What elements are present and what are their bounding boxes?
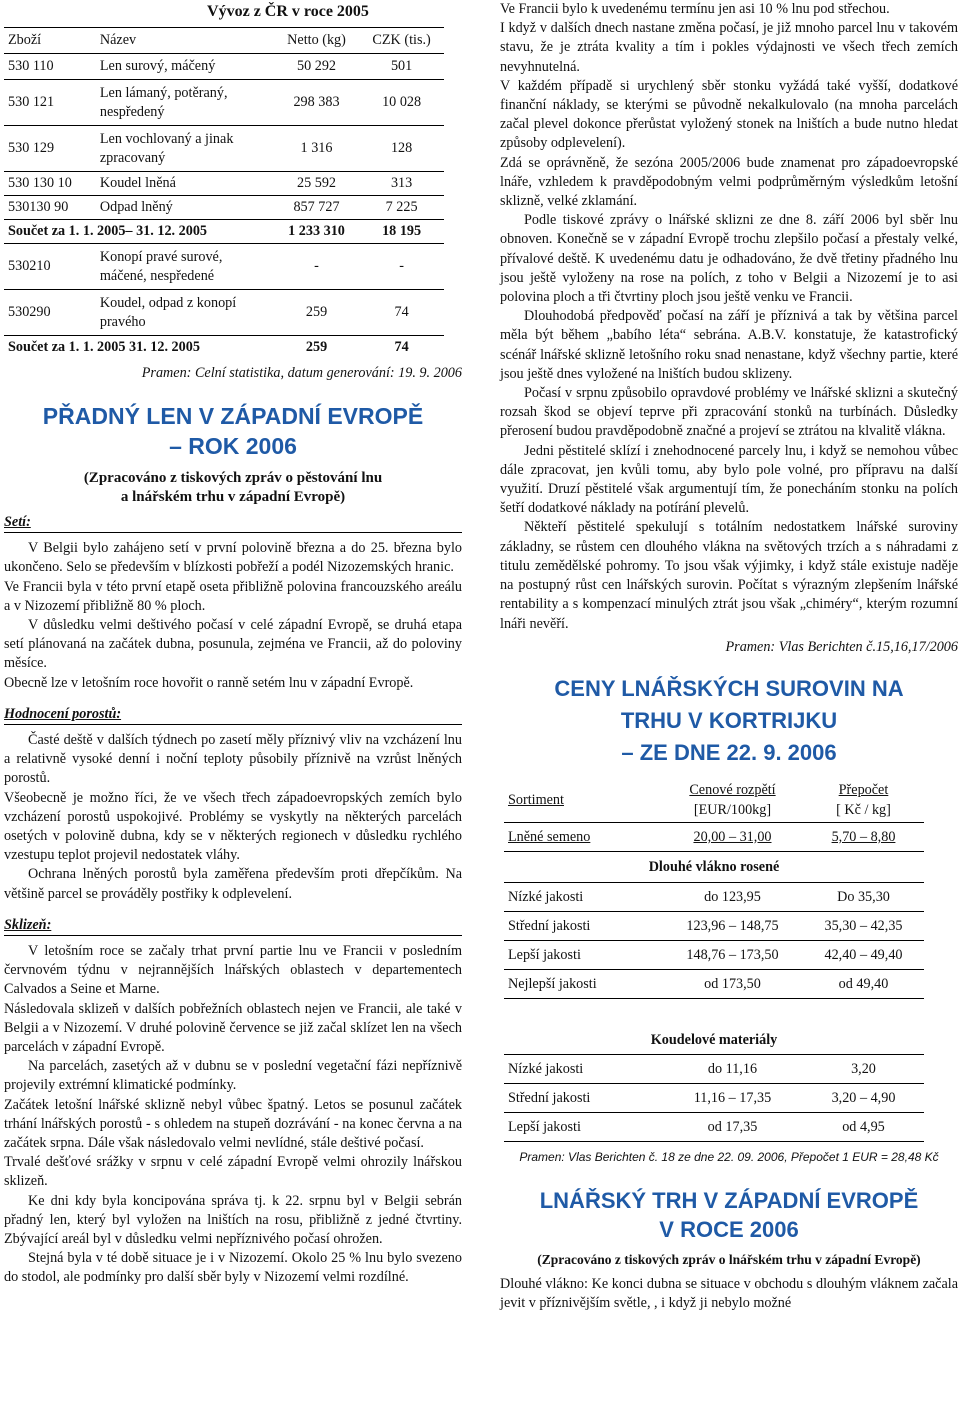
article-title-line: PŘADNÝ LEN V ZÁPADNÍ EVROPĚ bbox=[42, 402, 424, 429]
cell-name: Lněné semeno bbox=[504, 823, 662, 852]
cell-code: 530 129 bbox=[4, 126, 96, 172]
table-row bbox=[504, 883, 924, 912]
sum-label: Součet za 1. 1. 2005– 31. 12. 2005 bbox=[4, 220, 274, 244]
market-title-line: LNÁŘSKÝ TRH V ZÁPADNÍ EVROPĚ bbox=[539, 1187, 919, 1213]
cell-code: 530 130 10 bbox=[4, 172, 96, 196]
cell-netto: - bbox=[274, 244, 359, 290]
article-title bbox=[4, 401, 462, 461]
col-header: Netto (kg) bbox=[274, 28, 359, 54]
cell-netto: 50 292 bbox=[274, 54, 359, 80]
cell-code: 530 121 bbox=[4, 80, 96, 126]
right-source: Pramen: Vlas Berichten č.15,16,17/2006 bbox=[725, 638, 958, 655]
sum-netto: 259 bbox=[305, 339, 328, 356]
paragraph: Začátek letošní lnářské sklizně nebyl vůbec špatný. Letos se posunul začátek trhání lnářských porostů - s ohledem na stupeň dozrávání - na konec června a na začátek srpna. Dále však následovalo velmi nevlídné, stále deštivé počasí. bbox=[4, 1096, 462, 1151]
cell-netto: 1 316 bbox=[274, 126, 359, 172]
paragraph: Počasí v srpnu způsobilo opravdové problémy ve lnářské sklizni a skutečný rozsah škod se objeví teprve při zpracování stonků na turbínách. Důsledky přerosení budou pravděpodobně značné a projeví se ztrátou na klvalitě vlákna. bbox=[500, 385, 958, 440]
cell-conv: od 4,95 bbox=[803, 1113, 924, 1142]
cell-range: 148,76 – 173,50 bbox=[662, 941, 803, 970]
table-row bbox=[504, 941, 924, 970]
export-title: Vývoz z ČR v roce 2005 bbox=[207, 3, 369, 20]
cell-code: 530 110 bbox=[4, 54, 96, 80]
table-row bbox=[504, 1113, 924, 1142]
cell-name: Lepší jakosti bbox=[504, 1113, 662, 1142]
cell-range: od 17,35 bbox=[662, 1113, 803, 1142]
paragraph: Trvalé dešťové srážky v srpnu v celé západní Evropě velmi ohrozily lnářskou sklizeň. bbox=[4, 1154, 462, 1190]
prices-title-line: CENY LNÁŘSKÝCH SUROVIN NA bbox=[554, 675, 904, 701]
group-label: Dlouhé vlákno rosené bbox=[504, 852, 924, 883]
cell-code: 530210 bbox=[4, 244, 96, 290]
cell-name: Len vochlovaný a jinak zpracovaný bbox=[96, 126, 274, 172]
sum-row bbox=[4, 220, 444, 244]
cell-czk: - bbox=[359, 244, 444, 290]
cell-name: Lepší jakosti bbox=[504, 941, 662, 970]
cell-code: 530130 90 bbox=[4, 196, 96, 220]
table-row bbox=[4, 196, 444, 220]
paragraph: Na parcelách, zasetých až v dubnu se v poslední vegetační fázi nepříznivě projevily extrémní klimatické podmínky. bbox=[4, 1058, 462, 1094]
cell-czk: 7 225 bbox=[359, 196, 444, 220]
paragraph: Někteří pěstitelé spekulují s totálním nedostatkem lnářské suroviny základny, se růstem cen dlouhého vlákna na světových trzích a s náhradami z titulu zemědělské pohromy. To jsou však výjimky, i když stále existuje naděje na postupný růst cen lnářských surovin. Počítat s výrazným zlepšením lnářské rentability a s kompenzací minulých ztrát jsou však „chiméry“, kterým rozumní lnáři nevěří. bbox=[500, 519, 958, 632]
col-header-line: [EUR/100kg] bbox=[693, 801, 772, 818]
col-header-line: Cenové rozpětí bbox=[689, 782, 776, 799]
cell-conv: 42,40 – 49,40 bbox=[803, 941, 924, 970]
col-header: Zboží bbox=[4, 28, 96, 54]
article-title-line: – ROK 2006 bbox=[169, 432, 297, 459]
cell-czk: 74 bbox=[359, 290, 444, 336]
cell-conv: Do 35,30 bbox=[803, 883, 924, 912]
sum-label: Součet za 1. 1. 2005 31. 12. 2005 bbox=[8, 339, 200, 356]
cell-conv: od 49,40 bbox=[803, 970, 924, 999]
cell-conv: 5,70 – 8,80 bbox=[803, 823, 924, 852]
cell-name: Střední jakosti bbox=[504, 1084, 662, 1113]
table-row bbox=[4, 290, 444, 336]
prices-title bbox=[500, 673, 958, 769]
cell-conv: 3,20 bbox=[803, 1055, 924, 1084]
cell-range: 20,00 – 31,00 bbox=[662, 823, 803, 852]
cell-name: Koudel lněná bbox=[96, 172, 274, 196]
paragraph: V letošním roce se začaly trhat první partie lnu ve Francii v posledním červnovém týdnu v nejrannějších lnářských oblastech v departementech Calvados a Seine et Marne. bbox=[4, 942, 462, 998]
cell-netto: 259 bbox=[274, 290, 359, 336]
cell-netto: 298 383 bbox=[274, 80, 359, 126]
article-subtitle-line: (Zpracováno z tiskových zpráv o pěstování lnu bbox=[83, 469, 383, 486]
section-heading-seti: Setí: bbox=[4, 513, 462, 533]
cell-range: od 173,50 bbox=[662, 970, 803, 999]
paragraph: Jedni pěstitelé sklízí i znehodnocené parcely lnu, i když se nemohou vůbec dále zpracovat, jen kvůli tomu, aby bylo pole volné, pro přípravu na další využití. Druzí pěstitelé však argumentují tím, že ponecháním stonku na polích šetří dodatkové náklady na potírání plevelů. bbox=[500, 442, 958, 517]
sum-czk: 74 bbox=[394, 339, 409, 356]
paragraph: Ochrana lněných porostů byla zaměřena především proti dřepčíkům. Na většině parcel se prováděly postřiky k odplevelení. bbox=[4, 866, 462, 902]
paragraph: Zdá se oprávněně, že sezóna 2005/2006 bude znamenat pro západoevropské lnáře, vzhledem k pravděpodobným velmi podprůměrným výsledkům letošní sklizně, velké zklamání. bbox=[500, 154, 958, 210]
sum-netto: 1 233 310 bbox=[274, 220, 359, 244]
market-title bbox=[500, 1186, 958, 1244]
paragraph: Podle tiskové zprávy o lnářské sklizni ze dne 8. září 2006 byl sběr lnu obnoven. Konečně se v západní Evropě trochu zlepšilo počasí a přestaly velké, přívalové deště. K uvedenému datu je odhadováno, že dvě třetiny přadného lnu jsou ještě vyloženy na rose na polích, z toho v Belgii a Nizozemí je to asi polovina ploch a tři čtvrtiny ploch jsou ještě venku ve Francii. bbox=[500, 212, 958, 306]
market-subtitle: (Zpracováno z tiskových zpráv o lnářském trhu v západní Evropě) bbox=[537, 1251, 921, 1267]
cell-name: Nízké jakosti bbox=[504, 1055, 662, 1084]
right-column bbox=[500, 0, 958, 1313]
prices-title-line: – ZE DNE 22. 9. 2006 bbox=[621, 739, 837, 765]
cell-czk: 501 bbox=[359, 54, 444, 80]
left-column bbox=[4, 0, 462, 1288]
col-header: CZK (tis.) bbox=[359, 28, 444, 54]
export-source: Pramen: Celní statistika, datum generování: 19. 9. 2006 bbox=[141, 364, 462, 381]
col-header: Sortiment bbox=[504, 779, 662, 823]
paragraph: Následovala sklizeň v dalších pobřežních oblastech nejen ve Francii, ale také v Belgii a v Nizozemí. V druhé polovině července se již začal sklízet len na všech parcelách v západní Evropě. bbox=[4, 1000, 462, 1055]
market-title-line: V ROCE 2006 bbox=[659, 1216, 799, 1242]
cell-name: Nejlepší jakosti bbox=[504, 970, 662, 999]
paragraph: Dlouhodobá předpověď počasí na září je příznivá a tak by většina parcel měla být během „babího léta“ sebrána. A.B.V. konstatuje, že katastrofický scénář lnářské sklizně letošního roku snad nenastane, když všechny partie, které jsou ještě dnes vyložené na lništích budou sklizeny. bbox=[500, 308, 958, 382]
col-header bbox=[662, 779, 803, 823]
table-row bbox=[504, 1084, 924, 1113]
prices-header-row bbox=[504, 779, 924, 823]
cell-range: 123,96 – 148,75 bbox=[662, 912, 803, 941]
paragraph: Dlouhé vlákno: Ke konci dubna se situace v obchodu s dlouhým vláknem začala jevit v příznivějším světle, , i když ji nebylo možné bbox=[500, 1275, 958, 1311]
paragraph: Obecně lze v letošním roce hovořit o ranně setém lnu v západní Evropě. bbox=[4, 674, 414, 691]
sum-czk: 18 195 bbox=[359, 220, 444, 244]
cell-range: do 11,16 bbox=[662, 1055, 803, 1084]
cell-czk: 128 bbox=[359, 126, 444, 172]
export-table bbox=[4, 27, 444, 360]
table-row bbox=[504, 823, 924, 852]
col-header: Název bbox=[96, 28, 274, 54]
cell-name: Odpad lněný bbox=[96, 196, 274, 220]
paragraph: I když v dalších dnech nastane změna počasí, je již mnoho parcel lnu v takovém stavu, že je ztráta kvality a tím i pokles výdajnosti ve všech třech zemích nevyhnutelná. bbox=[500, 20, 958, 75]
paragraph: Všeobecně je možno říci, že ve všech třech západoevropských zemích bylo vzcházení porostů uspokojivé. Problémy se vyskytly na některých parcelách osetých v polovině dubna, kdy se v některých regionech v důsledku rychlého vzestupu teplot projevil nedostatek vláhy. bbox=[4, 789, 462, 864]
paragraph: Stejná byla v té době situace je i v Nizozemí. Okolo 25 % lnu bylo svezeno do stodol, ale podmínky pro další sběr byly v Nizozemí velmi rozdílné. bbox=[4, 1250, 462, 1286]
table-row bbox=[4, 172, 444, 196]
group-label: Koudelové materiály bbox=[504, 999, 924, 1055]
cell-name: Konopí pravé surové, máčené, nespředené bbox=[96, 244, 274, 290]
table-row bbox=[504, 970, 924, 999]
table-row bbox=[4, 54, 444, 80]
group-row bbox=[504, 852, 924, 883]
section-heading-sklizen: Sklizeň: bbox=[4, 916, 462, 936]
section-heading-hodnoceni: Hodnocení porostů: bbox=[4, 705, 462, 725]
table-row bbox=[4, 80, 444, 126]
prices-table bbox=[504, 779, 924, 1143]
paragraph: Ke dni kdy byla koncipována správa tj. k 22. srpnu byl v Belgii sebrán přadný len, který byl vyložen na lništích na rosu, přibližně z jedné čtvrtiny. Zbývající areál byl v důsledku velmi nepříznivého počasí ohrožen. bbox=[4, 1192, 462, 1248]
table-row bbox=[4, 126, 444, 172]
paragraph: V Belgii bylo zahájeno setí v první polovině března a do 25. března bylo ukončeno. Selo se především v blízkosti pobřeží a podél Nizozemských hranic. bbox=[4, 540, 462, 576]
cell-netto: 857 727 bbox=[274, 196, 359, 220]
sum-row bbox=[4, 336, 444, 360]
paragraph: V každém případě si urychlený sběr stonku vyžádá také vyšší, dodatkové finanční náklady, se kterými se původně nekalkulovalo (na mnoha parcelách začal plevel dokonce přerůstat vyložený stonek na lništích a bude nutno hledat způsoby odplevelení). bbox=[500, 77, 958, 152]
col-header bbox=[803, 779, 924, 823]
paragraph: Ve Francii bylo k uvedenému termínu jen asi 10 % lnu pod střechou. bbox=[500, 1, 890, 17]
cell-range: 11,16 – 17,35 bbox=[662, 1084, 803, 1113]
cell-conv: 35,30 – 42,35 bbox=[803, 912, 924, 941]
col-header-line: [ Kč / kg] bbox=[836, 801, 891, 818]
prices-source: Pramen: Vlas Berichten č. 18 ze dne 22. 09. 2006, Přepočet 1 EUR = 28,48 Kč bbox=[519, 1150, 939, 1165]
cell-netto: 25 592 bbox=[274, 172, 359, 196]
cell-name: Střední jakosti bbox=[504, 912, 662, 941]
cell-name: Len lámaný, potěraný, nespředený bbox=[96, 80, 274, 126]
group-row bbox=[504, 999, 924, 1055]
cell-range: do 123,95 bbox=[662, 883, 803, 912]
cell-name: Koudel, odpad z konopí pravého bbox=[96, 290, 274, 336]
cell-code: 530290 bbox=[4, 290, 96, 336]
cell-conv: 3,20 – 4,90 bbox=[803, 1084, 924, 1113]
col-header-line: Přepočet bbox=[838, 782, 889, 799]
table-row bbox=[4, 244, 444, 290]
paragraph: Časté deště v dalších týdnech po zasetí měly příznivý vliv na vzcházení lnu a relativně vysoké denní i noční teploty působily příznivě na vzrůst lněných porostů. bbox=[4, 731, 462, 787]
article-subtitle bbox=[4, 469, 462, 507]
table-row bbox=[504, 912, 924, 941]
paragraph: V důsledku velmi deštivého počasí v celé západní Evropě, se druhá etapa setí plánovaná na začátek dubna, posunula, zejména ve Francii, až do poloviny měsíce. bbox=[4, 616, 462, 672]
cell-czk: 313 bbox=[359, 172, 444, 196]
cell-name: Nízké jakosti bbox=[504, 883, 662, 912]
article-subtitle-line: a lnářském trhu v západní Evropě) bbox=[120, 488, 346, 505]
cell-czk: 10 028 bbox=[359, 80, 444, 126]
cell-name: Len surový, máčený bbox=[96, 54, 274, 80]
table-row bbox=[504, 1055, 924, 1084]
paragraph: Ve Francii byla v této první etapě oseta přibližně polovina francouzského areálu a v Nizozemí přibližně 80 % ploch. bbox=[4, 578, 462, 614]
prices-title-line: TRHU V KORTRIJKU bbox=[620, 707, 838, 733]
